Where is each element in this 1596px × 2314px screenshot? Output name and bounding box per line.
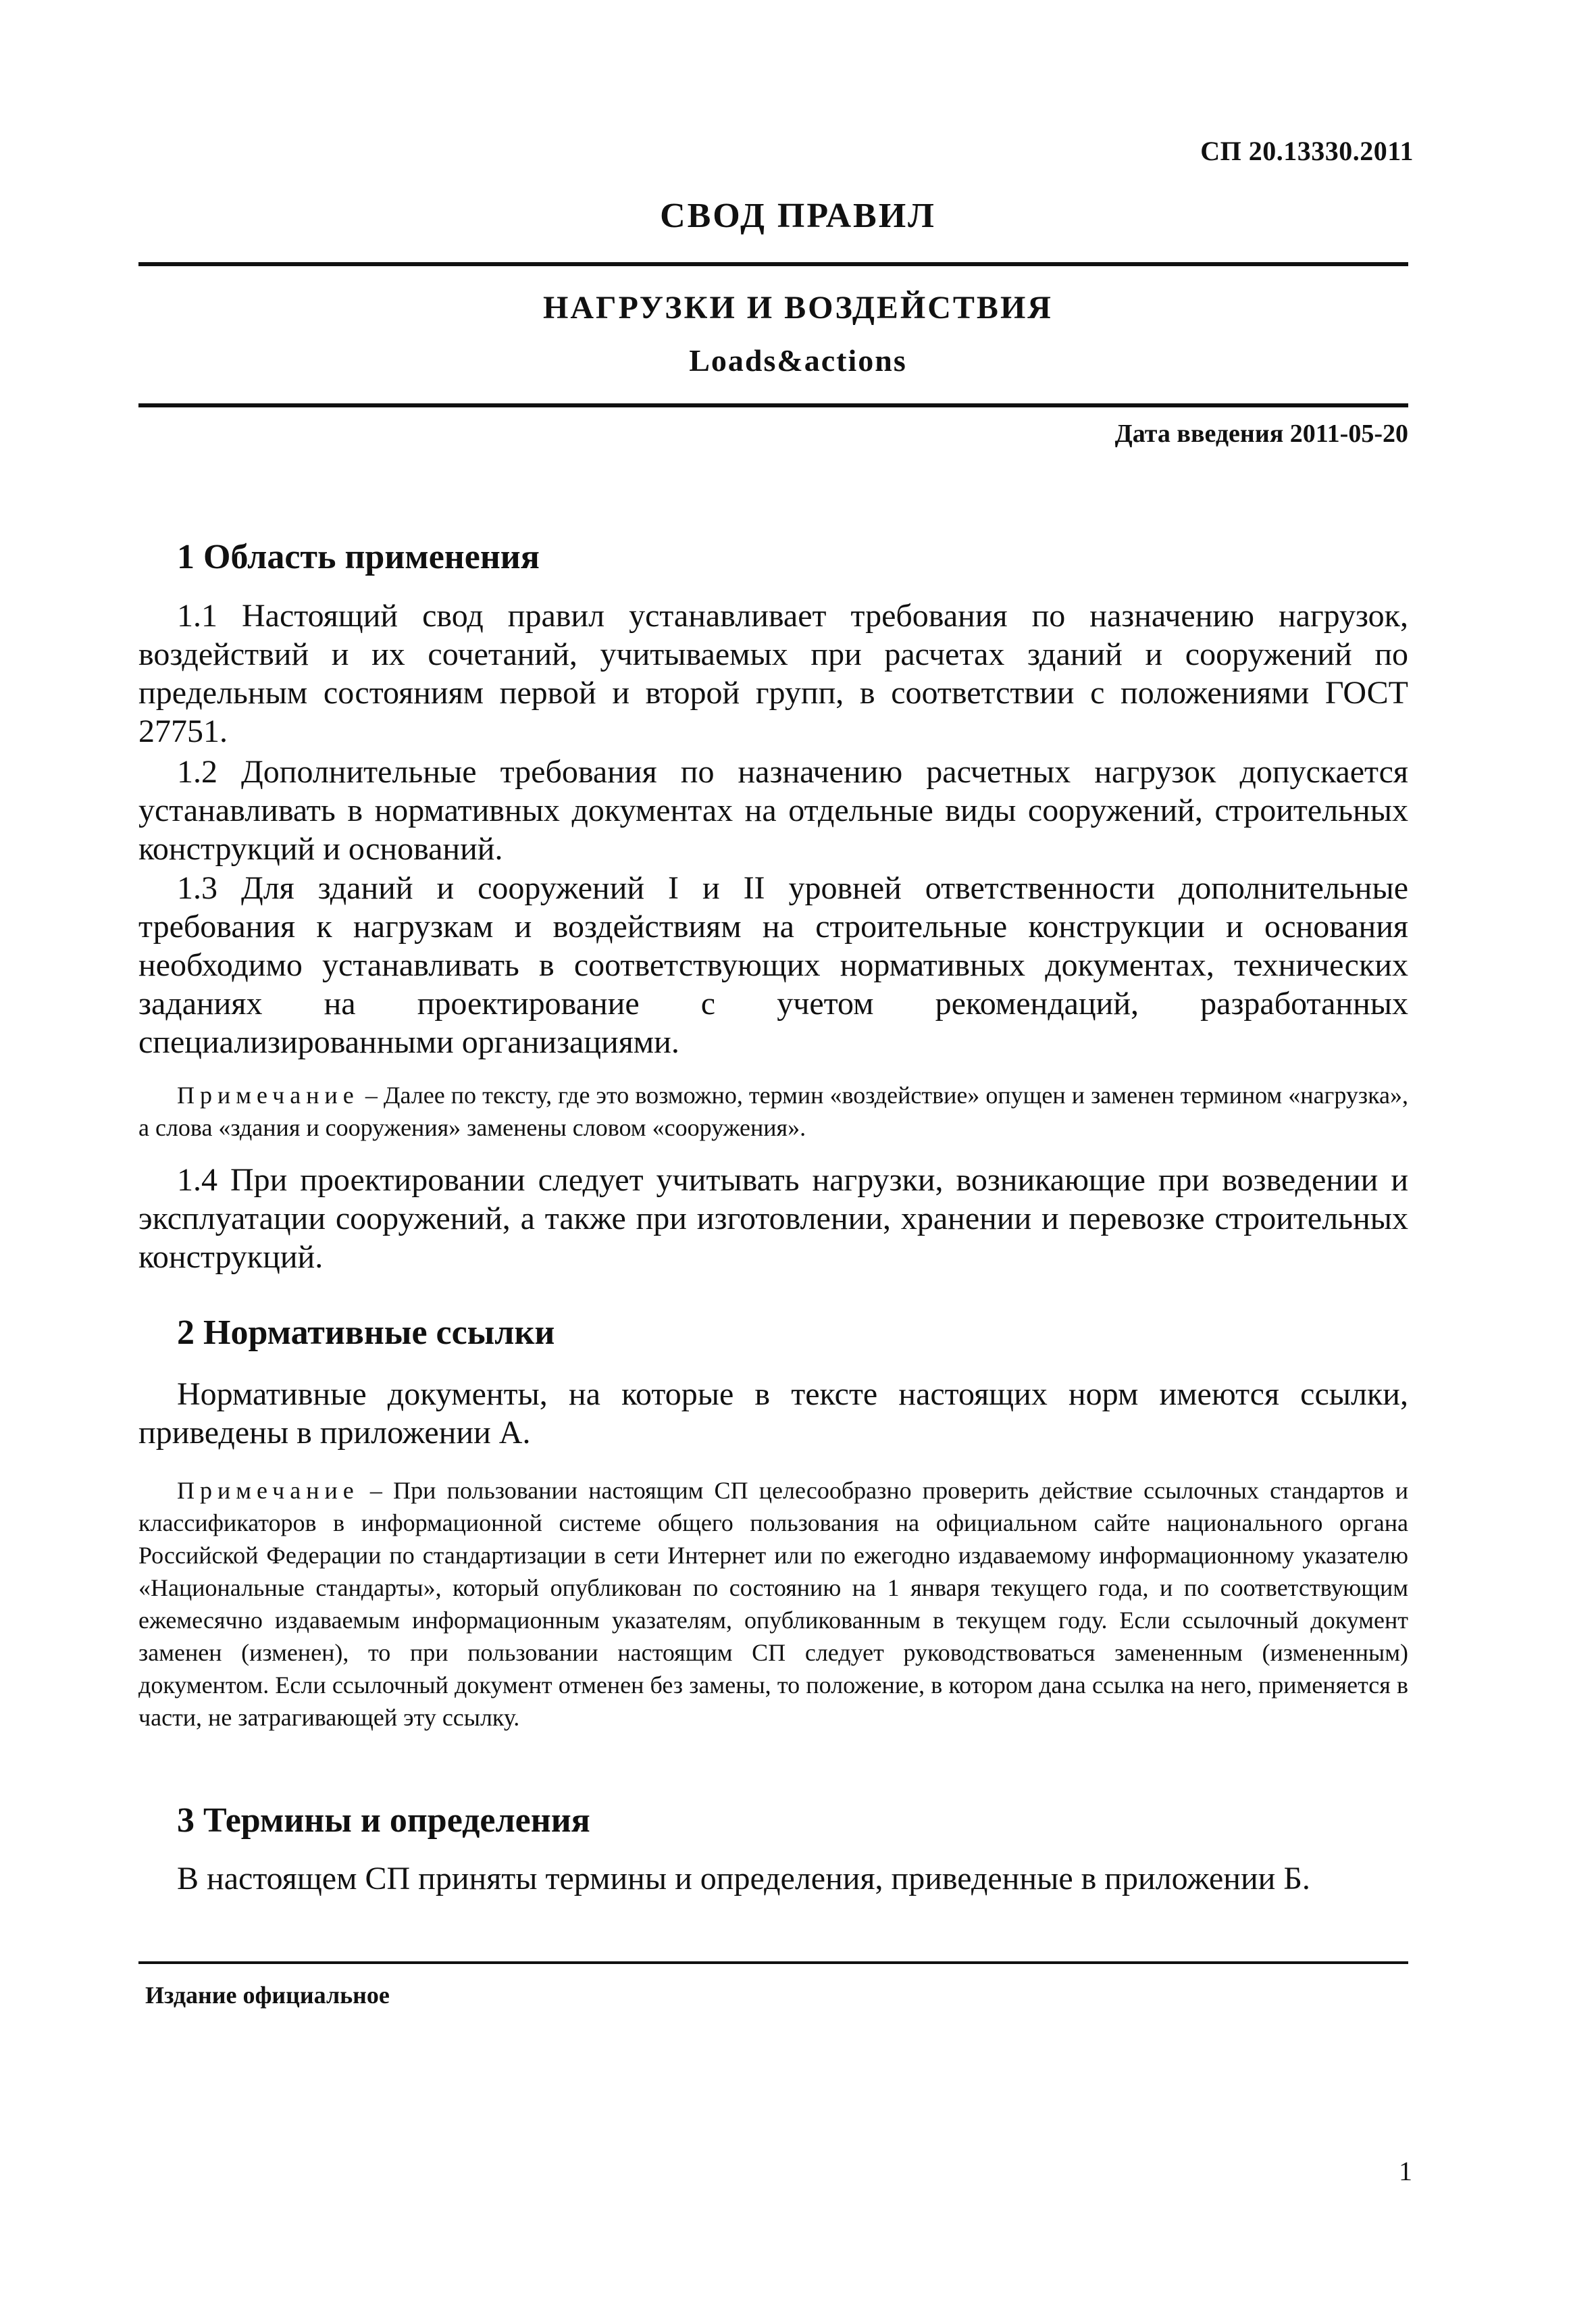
section-3-heading: 3 Термины и определения bbox=[177, 1801, 590, 1840]
section-2-note bbox=[138, 1474, 1408, 1734]
paragraph-1-2: 1.2 Дополнительные требования по назначению расчетных нагрузок допускается устанавливать в нормативных документах на отдельные виды сооружений, строительных конструкций и оснований. bbox=[138, 754, 1408, 867]
document-title: НАГРУЗКИ И ВОЗДЕЙСТВИЯ bbox=[543, 290, 1053, 326]
paragraph-1-1: 1.1 Настоящий свод правил устанавливает требования по назначению нагрузок, воздействий и их сочетаний, учитываемых при расчетах зданий и сооружений по предельным состояниям первой и второй групп, в соответствии с положениями ГОСТ 27751. bbox=[138, 598, 1408, 749]
note-text: – При пользовании настоящим СП целесообразно проверить действие ссылочных стандартов и классификаторов в информационной системе общего пользования на официальном сайте национального органа Российской Федерации по стандартизации в сети Интернет или по ежегодно издаваемому информационному указателю «Национальные стандарты», который опубликован по состоянию на 1 января текущего года, и по соответствующим ежемесячно издаваемым информационным указателям, опубликованным в текущем году. Если ссылочный документ заменен (изменен), то при пользовании настоящим СП следует руководствоваться замененным (измененным) документом. Если ссылочный документ отменен без замены, то положение, в котором дана ссылка на него, применяется в части, не затрагивающей эту ссылку. bbox=[138, 1477, 1408, 1731]
note-label: Примечание bbox=[177, 1477, 359, 1504]
title-rule bbox=[138, 403, 1408, 407]
introduction-date: Дата введения 2011-05-20 bbox=[1114, 420, 1408, 448]
paragraph-2-1: Нормативные документы, на которые в тексте настоящих норм имеются ссылки, приведены в приложении А. bbox=[138, 1376, 1408, 1451]
section-1-note bbox=[138, 1079, 1408, 1144]
section-1-heading: 1 Область применения bbox=[177, 538, 540, 576]
top-rule bbox=[138, 262, 1408, 266]
official-edition-label: Издание официальное bbox=[145, 1982, 390, 2009]
paragraph-1-3: 1.3 Для зданий и сооружений I и II уровней ответственности дополнительные требования к нагрузкам и воздействиям на строительные конструкции и основания необходимо устанавливать в соответствующих нормативных документах, технических заданиях на проектирование с учетом рекомендаций, разработанных специализированными организациями. bbox=[138, 870, 1408, 1060]
section-2-heading: 2 Нормативные ссылки bbox=[177, 1313, 555, 1352]
note-label: Примечание bbox=[177, 1082, 359, 1109]
document-type-title: СВОД ПРАВИЛ bbox=[660, 197, 936, 235]
footer-rule bbox=[138, 1961, 1408, 1964]
note-text: – Далее по тексту, где это возможно, термин «воздействие» опущен и заменен термином «нагрузка», а слова «здания и сооружения» заменены словом «сооружения». bbox=[138, 1082, 1408, 1141]
document-code: СП 20.13330.2011 bbox=[1200, 136, 1414, 166]
paragraph-3-1: В настоящем СП приняты термины и определения, приведенные в приложении Б. bbox=[177, 1861, 1310, 1896]
page-number: 1 bbox=[1399, 2156, 1412, 2186]
paragraph-1-4: 1.4 При проектировании следует учитывать нагрузки, возникающие при возведении и эксплуатации сооружений, а также при изготовлении, хранении и перевозке строительных конструкций. bbox=[138, 1162, 1408, 1275]
document-subtitle: Loads&actions bbox=[689, 343, 907, 378]
